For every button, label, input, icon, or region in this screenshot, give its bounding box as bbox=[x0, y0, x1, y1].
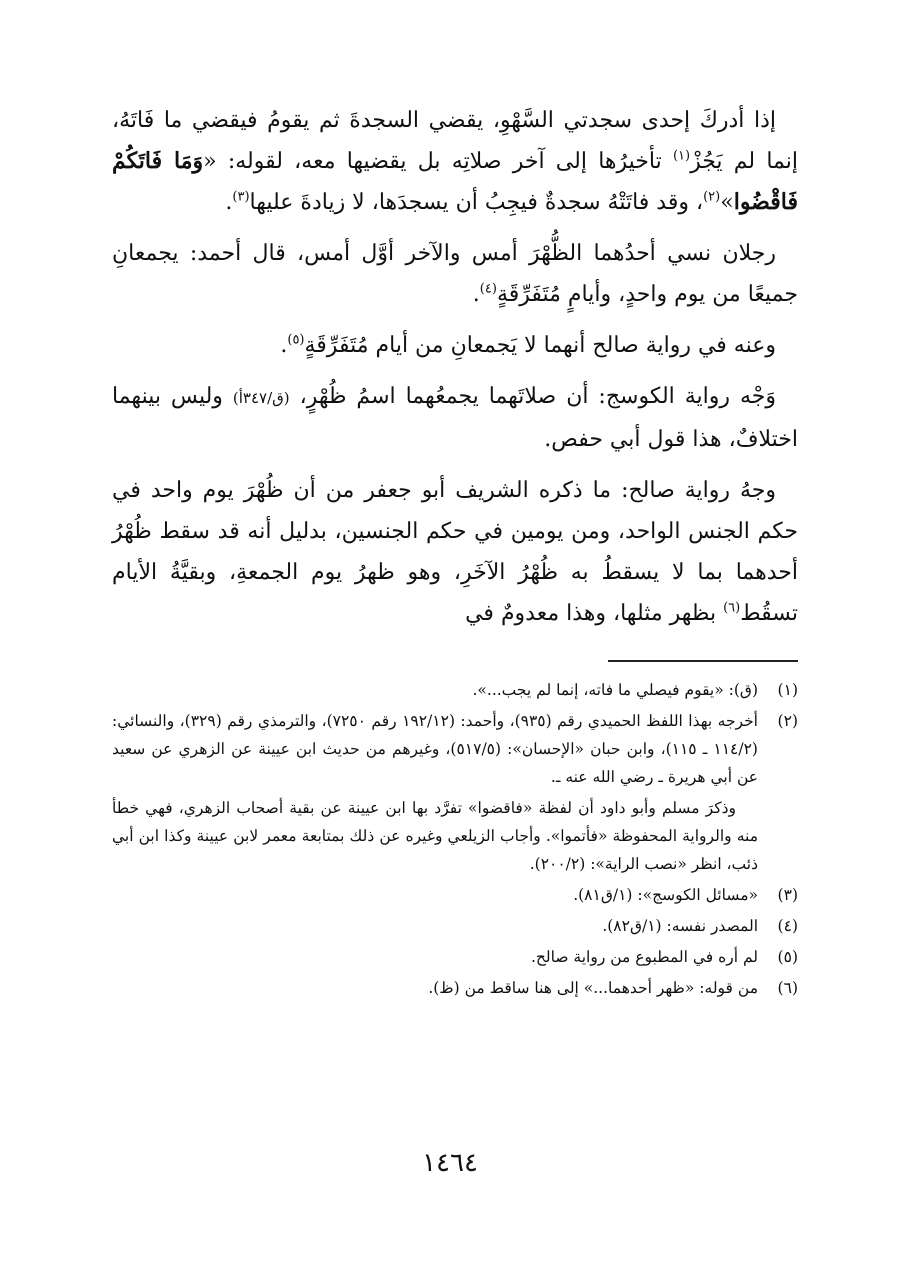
footnote-2-continuation: وذكرَ مسلم وأبو داود أن لفظة «فاقضوا» تفرَّد بها ابن عيينة عن بقية أصحاب الزهري، فهي خطأ منه والرواية المحفوظة «فأتموا». وأجاب الزيلعي وغيره عن ذلك بمتابعة معمر لابن عيينة وكذا ابن أبي ذئب، انظر «نصب الراية»: (٢٠٠/٢). bbox=[112, 799, 758, 873]
footnote-marker-6[interactable]: (٦) bbox=[723, 600, 741, 616]
paragraph-1 bbox=[112, 100, 798, 223]
footnote-6 bbox=[112, 974, 798, 1002]
paragraph-text: بظهر مثلها، وهذا معدومٌ في bbox=[465, 601, 724, 626]
paragraph-text: وعنه في رواية صالح أنهما لا يَجمعانِ من أيام مُتَفَرِّقَةٍ bbox=[304, 333, 776, 358]
paragraph-text: ، وقد فاتَتْهُ سجدةٌ فيجِبُ أن يسجدَها، لا زيادةَ عليها bbox=[249, 190, 704, 215]
page-number: ١٤٦٤ bbox=[422, 1148, 478, 1178]
footnote-number: (٥) bbox=[777, 948, 798, 966]
footnote-separator bbox=[608, 660, 798, 662]
footnote-number: (١) bbox=[777, 681, 798, 699]
paragraph-2 bbox=[112, 233, 798, 315]
paragraph-text: . bbox=[472, 282, 480, 307]
paragraph-text: وَجْه رواية الكوسج: أن صلاتَهما يجمعُهما اسمُ ظُهْرٍ، bbox=[299, 384, 776, 409]
paragraph-text: » bbox=[720, 190, 734, 215]
paragraph-text: وجهُ رواية صالح: ما ذكره الشريف أبو جعفر من أن ظُهْرَ يوم واحد في حكم الجنس الواحد، ومن يومين في حكم الجنسين، بدليل أنه قد سقط ظُهْرُ أحدهما بما لا يسقطُ به ظُهْرُ الآخَرِ، وهو ظهرُ يوم الجمعةِ، وبقيَّةُ الأيام تسقُط bbox=[112, 478, 798, 626]
paragraph-text: . bbox=[225, 190, 233, 215]
paragraph-3 bbox=[112, 325, 798, 366]
quran-quote: وَمَا فَاتَكُمْ فَاقْضُوا bbox=[112, 148, 798, 215]
footnote-marker-1[interactable]: (١) bbox=[672, 148, 691, 164]
footnote-5 bbox=[112, 943, 798, 971]
footnote-number: (٣) bbox=[777, 886, 798, 904]
footnote-text: لم أره في المطبوع من رواية صالح. bbox=[530, 948, 758, 966]
footnote-1 bbox=[112, 676, 798, 704]
footnote-marker-5[interactable]: (٥) bbox=[287, 332, 305, 348]
footnote-marker-2[interactable]: (٢) bbox=[703, 189, 721, 205]
footnote-number: (٤) bbox=[777, 917, 798, 935]
paragraph-text: تأخيرُها إلى آخر صلاتِه بل يقضيها معه، لقوله: « bbox=[203, 149, 673, 174]
paragraph-4 bbox=[112, 376, 798, 460]
paragraph-text: وليس بينهما اختلافٌ، هذا قول أبي حفص. bbox=[112, 384, 798, 452]
footnote-number: (٦) bbox=[777, 979, 798, 997]
footnote-text: المصدر نفسه: (١/ق٨٢). bbox=[602, 917, 758, 935]
main-body bbox=[112, 100, 798, 634]
manuscript-folio-ref: (ق/٣٤٧أ) bbox=[232, 389, 290, 407]
paragraph-text: . bbox=[280, 333, 288, 358]
page bbox=[112, 100, 798, 1005]
footnote-3 bbox=[112, 881, 798, 909]
footnote-text: من قوله: «ظهر أحدهما...» إلى هنا ساقط من (ظ). bbox=[428, 979, 758, 997]
footnote-marker-3[interactable]: (٣) bbox=[232, 189, 250, 205]
paragraph-text: رجلان نسي أحدُهما الظُّهْرَ أمس والآخر أوَّل أمس، قال أحمد: يجمعانِ جميعًا من يوم واحدٍ، وأيامٍ مُتَفَرِّقَةٍ bbox=[112, 241, 798, 307]
footnote-text: (ق): «يقوم فيصلي ما فاته، إنما لم يجب...». bbox=[472, 681, 758, 699]
footnote-4 bbox=[112, 912, 798, 940]
footnote-text: «مسائل الكوسج»: (١/ق٨١). bbox=[573, 886, 758, 904]
paragraph-5 bbox=[112, 470, 798, 634]
footnote-marker-4[interactable]: (٤) bbox=[479, 281, 497, 297]
paragraph-text: إذا أدركَ إحدى سجدتي السَّهْوِ، يقضي السجدةَ ثم يقومُ فيقضي ما فَاتَهُ، إنما لم يَجُزْ bbox=[112, 108, 799, 174]
footnote-2 bbox=[112, 707, 798, 791]
footnotes bbox=[112, 676, 798, 1002]
footnote-number: (٢) bbox=[777, 712, 798, 730]
footnote-text: أخرجه بهذا اللفظ الحميدي رقم (٩٣٥)، وأحمد: (١٩٢/١٢ رقم ٧٢٥٠)، والترمذي رقم (٣٢٩)، والنسائي: (١١٤/٢ ـ ١١٥)، وابن حبان «الإحسان»: (٥١٧/٥)، وغيرهم من حديث ابن عيينة عن الزهري عن سعيد عن أبي هريرة ـ رضي الله عنه ـ. bbox=[112, 712, 758, 786]
